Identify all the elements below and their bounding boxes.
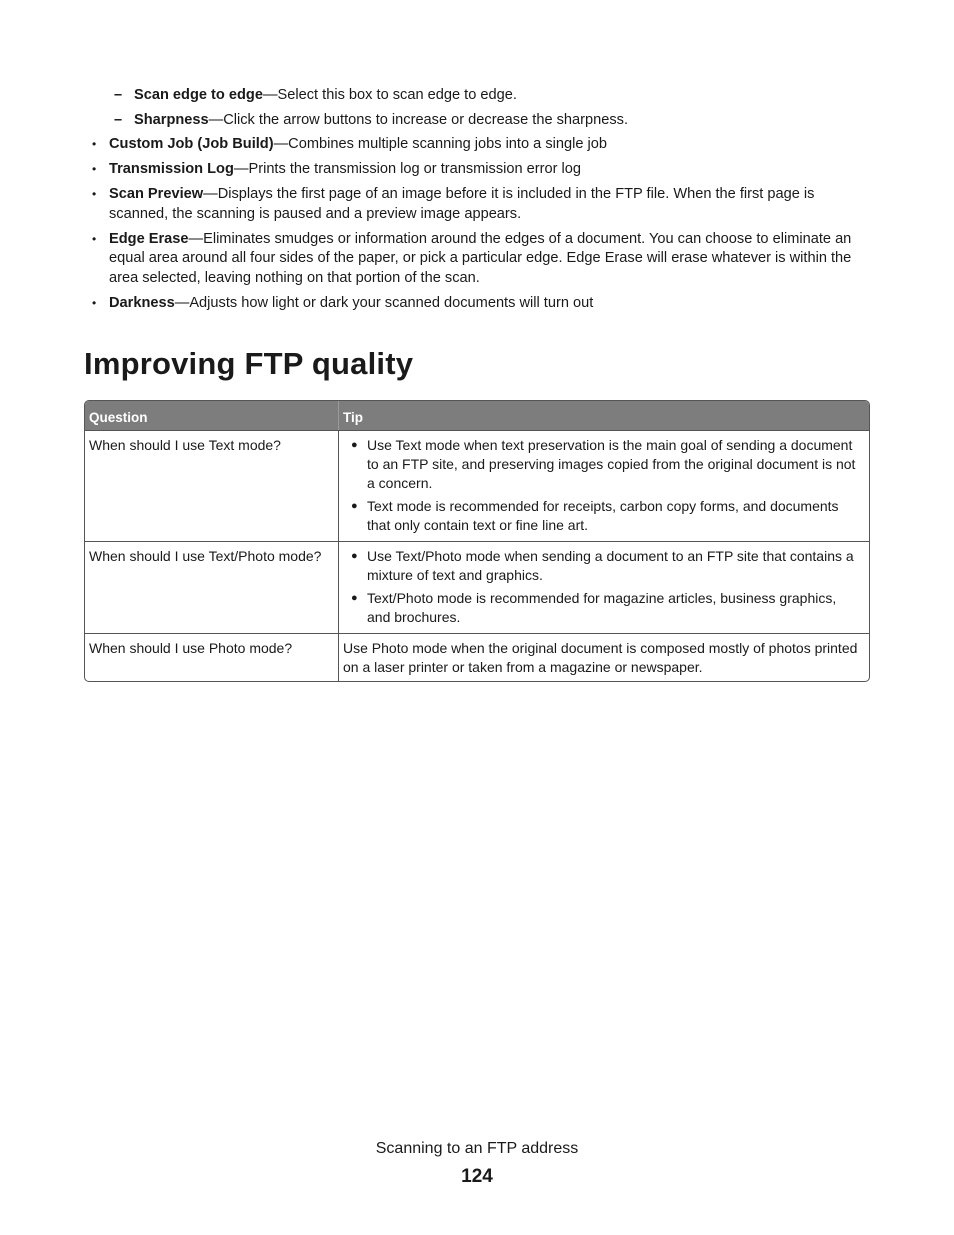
tip-text: Use Text/Photo mode when sending a document to an FTP site that contains a mixture of text and graphics. [367,548,854,583]
bullet-icon: ● [351,550,358,562]
bullet-icon: ● [351,439,358,451]
list-item [92,294,874,314]
list-item [92,230,874,289]
tip-item [343,436,865,493]
list-item [92,160,874,180]
sub-option-list [114,86,874,136]
option-description: —Adjusts how light or dark your scanned documents will turn out [174,294,594,311]
footer-chapter-title: Scanning to an FTP address [375,1140,579,1157]
option-description: —Combines multiple scanning jobs into a single job [273,136,607,152]
bullet-icon: • [92,231,97,246]
tip-text: Text mode is recommended for receipts, carbon copy forms, and documents that only contain text or fine line art. [367,498,839,533]
question-cell: When should I use Photo mode? [85,633,339,681]
tip-text: Use Text mode when text preservation is the main goal of sending a document to an FTP site, and preserving images copied from the original document is not a concern. [367,437,856,491]
bullet-icon: ● [351,500,358,512]
table-row [85,430,869,541]
option-term: Scan edge to edge [134,87,263,103]
option-description: —Prints the transmission log or transmission error log [233,161,582,177]
column-header-tip: Tip [339,401,869,430]
tip-item [343,547,865,585]
bullet-icon: • [92,162,97,176]
tip-cell: Use Photo mode when the original document is composed mostly of photos printed on a laser printer or taken from a magazine or newspaper. [339,633,869,681]
option-term: Sharpness [134,112,209,128]
tip-text: Text/Photo mode is recommended for magazine articles, business graphics, and brochures. [367,590,837,625]
section-heading: Improving FTP quality [84,346,414,381]
tip-item [343,497,865,535]
quality-tips-table [84,400,870,682]
page-number: 124 [461,1166,493,1187]
dash-marker: – [114,112,123,128]
option-term: Custom Job (Job Build) [109,136,274,152]
list-item [92,135,874,155]
option-term: Edge Erase [109,230,189,247]
option-term: Darkness [109,294,175,311]
tip-item [343,589,865,627]
bullet-icon: • [92,295,97,310]
table-row [85,541,869,633]
table-row [85,633,869,681]
table-header-row [85,401,869,430]
bullet-icon: • [92,187,97,201]
option-description: —Select this box to scan edge to edge. [262,87,517,103]
list-item [92,185,874,224]
dash-marker: – [114,87,123,103]
option-term: Scan Preview [109,186,204,202]
option-description: —Displays the first page of an image before it is included in the FTP file. When the first page is scanned, the scanning is paused and a preview image appears. [109,186,815,222]
option-term: Transmission Log [109,161,234,177]
tip-cell [339,430,869,541]
bullet-icon: • [92,137,97,151]
tip-cell [339,541,869,633]
column-header-question: Question [85,401,339,430]
list-item [114,86,874,105]
option-description: —Click the arrow buttons to increase or decrease the sharpness. [208,112,628,128]
option-description: —Eliminates smudges or information around the edges of a document. You can choose to eliminate an equal area around all four sides of the paper, or pick a particular edge. Edge Erase will erase whatever is within the area selected, leaving nothing on that portion of the scan. [109,230,852,286]
option-list [92,135,874,319]
question-cell: When should I use Text/Photo mode? [85,541,339,633]
list-item [114,111,874,130]
bullet-icon: ● [351,592,358,604]
question-cell: When should I use Text mode? [85,430,339,541]
